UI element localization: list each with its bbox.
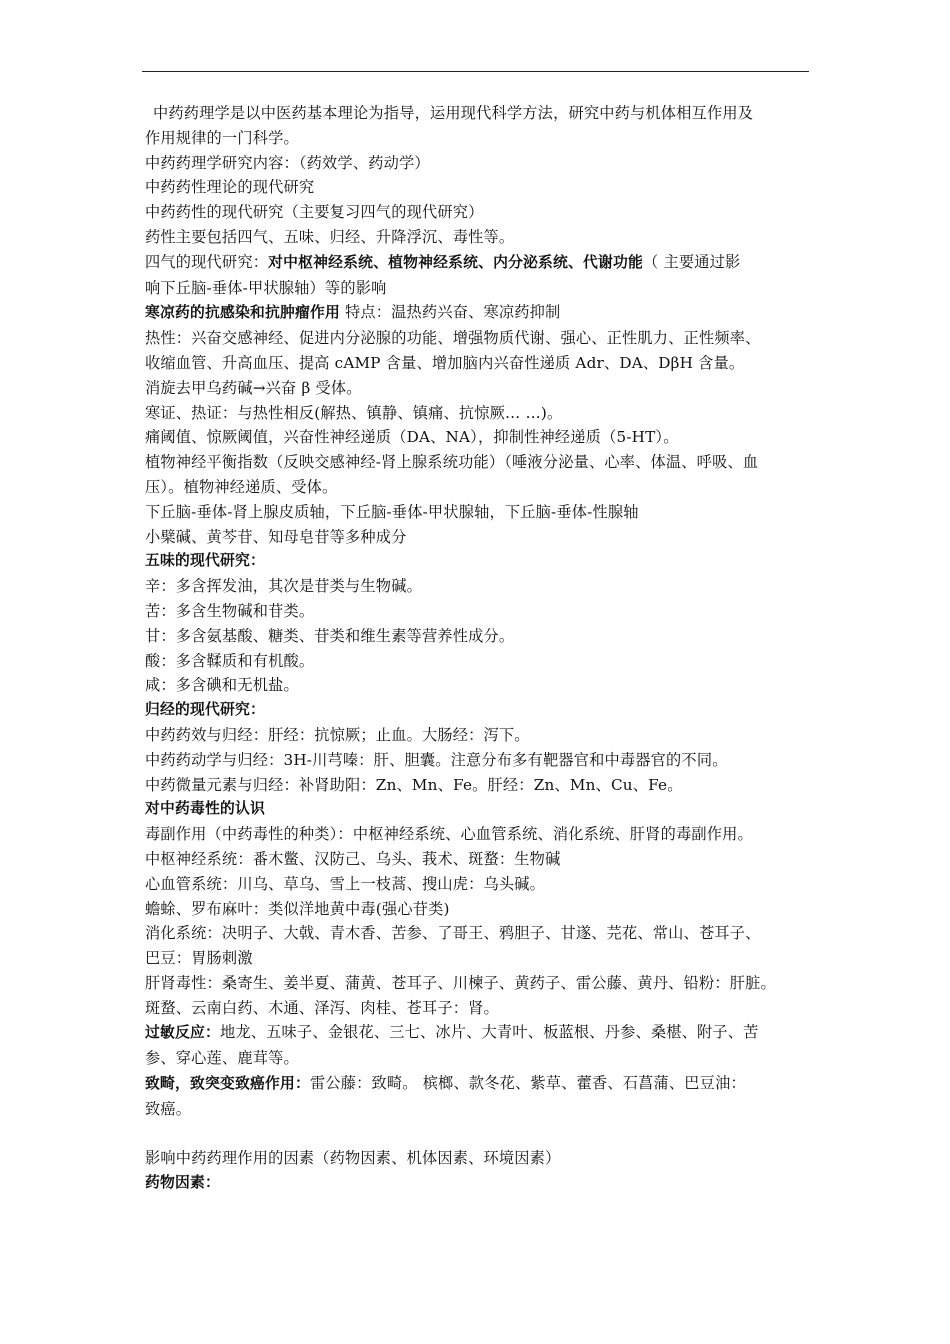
text-line: 巴豆：胃肠刺激 (145, 949, 253, 968)
text-line (145, 250, 835, 276)
section-heading: 归经的现代研究： (145, 701, 265, 719)
text-line: 酸：多含鞣质和有机酸。 (145, 651, 315, 670)
document-body (145, 101, 835, 1196)
text-line: 植物神经平衡指数（反映交感神经-肾上腺系统功能）（唾液分泌量、心率、体温、呼吸、血 (145, 453, 759, 472)
bold-label: 过敏反应： (145, 1024, 220, 1042)
text-line: 蟾蜍、罗布麻叶：类似洋地黄中毒(强心苷类) (145, 899, 450, 918)
text-line: 甘：多含氨基酸、糖类、苷类和维生素等营养性成分。 (145, 626, 515, 645)
text-line: 中枢神经系统：番木鳖、汉防己、乌头、莪术、斑蝥：生物碱 (145, 849, 561, 868)
text-line: 辛：多含挥发油，其次是苷类与生物碱。 (145, 577, 422, 596)
text: 雷公藤：致畸。 槟榔、款冬花、紫草、藿香、石菖蒲、巴豆油： (309, 1074, 746, 1093)
text-line: 影响中药药理作用的因素（药物因素、机体因素、环境因素） (145, 1149, 561, 1168)
bold-label: 致畸，致突变致癌作用： (145, 1075, 310, 1093)
text-line: 消化系统：决明子、大戟、青木香、苦参、了哥王、鸦胆子、甘遂、芫花、常山、苍耳子、 (145, 924, 761, 943)
text-line: 热性：兴奋交感神经、促进内分泌腺的功能、增强物质代谢、强心、正性肌力、正性频率、 (145, 329, 761, 348)
text-line (145, 300, 835, 326)
text-line: 消旋去甲乌药碱→兴奋 β 受体。 (145, 378, 362, 397)
text-line: 痛阈值、惊厥阈值，兴奋性神经递质（DA、NA），抑制性神经递质（5-HT）。 (145, 428, 679, 447)
bold-text: 对中枢神经系统、植物神经系统、内分泌系统、代谢功能 (268, 253, 644, 271)
text-line: 中药药理学研究内容：（药效学、药动学） (145, 153, 430, 172)
section-heading: 对中药毒性的认识 (145, 800, 265, 818)
blank-line (145, 1122, 835, 1147)
text-line: 药性主要包括四气、五味、归经、升降浮沉、毒性等。 (145, 227, 515, 246)
text-line: 压）。植物神经递质、受体。 (145, 477, 338, 496)
text-line (145, 1020, 835, 1046)
text-line: 响下丘脑-垂体-甲状腺轴）等的影响 (145, 278, 387, 297)
text: 特点：温热药兴奋、寒凉药抑制 (339, 303, 561, 322)
text-line: 苦：多含生物碱和苷类。 (145, 601, 315, 620)
text-line: 作用规律的一门科学。 (145, 128, 299, 147)
text-line: 致癌。 (145, 1099, 192, 1118)
text-line: 收缩血管、升高血压、提高 cAMP 含量、增加脑内兴奋性递质 Adr、DA、DβH 含量。 (145, 353, 745, 372)
text-line: 参、穿心莲、鹿茸等。 (145, 1049, 299, 1068)
label: 四气的现代研究： (145, 252, 269, 271)
text-line: 中药微量元素与归经：补肾助阳：Zn、Mn、Fe。肝经：Zn、Mn、Cu、Fe。 (145, 775, 683, 794)
text-line: 肝肾毒性：桑寄生、姜半夏、蒲黄、苍耳子、川楝子、黄药子、雷公藤、黄丹、铅粉：肝脏。 (145, 973, 776, 992)
text-line: 中药药性的现代研究（主要复习四气的现代研究） (145, 203, 484, 222)
text-line (145, 1071, 835, 1097)
text: 地龙、五味子、金银花、三七、冰片、大青叶、板蓝根、丹参、桑椹、附子、苦 (220, 1023, 759, 1042)
text-line: 中药药性理论的现代研究 (145, 178, 315, 197)
text-line: 咸：多含碘和无机盐。 (145, 676, 299, 695)
text-line: 小檗碱、黄芩苷、知母皂苷等多种成分 (145, 527, 407, 546)
text-line: 毒副作用（中药毒性的种类）：中枢神经系统、心血管系统、消化系统、肝肾的毒副作用。 (145, 825, 753, 844)
text-line: 斑蝥、云南白药、木通、泽泻、肉桂、苍耳子：肾。 (145, 998, 499, 1017)
text-line: 中药药效与归经：肝经：抗惊厥；止血。大肠经：泻下。 (145, 725, 530, 744)
text-line: 寒证、热证：与热性相反(解热、镇静、镇痛、抗惊厥… …)。 (145, 403, 563, 422)
text-line: 心血管系统：川乌、草乌、雪上一枝蒿、搜山虎：乌头碱。 (145, 874, 546, 893)
header-rule (142, 71, 809, 72)
text-line: 中药药理学是以中医药基本理论为指导，运用现代科学方法，研究中药与机体相互作用及 (153, 104, 754, 122)
text-line: 下丘脑-垂体-肾上腺皮质轴，下丘脑-垂体-甲状腺轴，下丘脑-垂体-性腺轴 (145, 502, 639, 521)
section-heading: 寒凉药的抗感染和抗肿瘤作用 (145, 304, 340, 322)
text-line: 中药药动学与归经：3H-川芎嗪：肝、胆囊。注意分布多有靶器官和中毒器官的不同。 (145, 750, 728, 769)
section-heading: 五味的现代研究： (145, 552, 265, 570)
text: （ 主要通过影 (643, 252, 741, 271)
section-heading: 药物因素： (145, 1174, 220, 1192)
